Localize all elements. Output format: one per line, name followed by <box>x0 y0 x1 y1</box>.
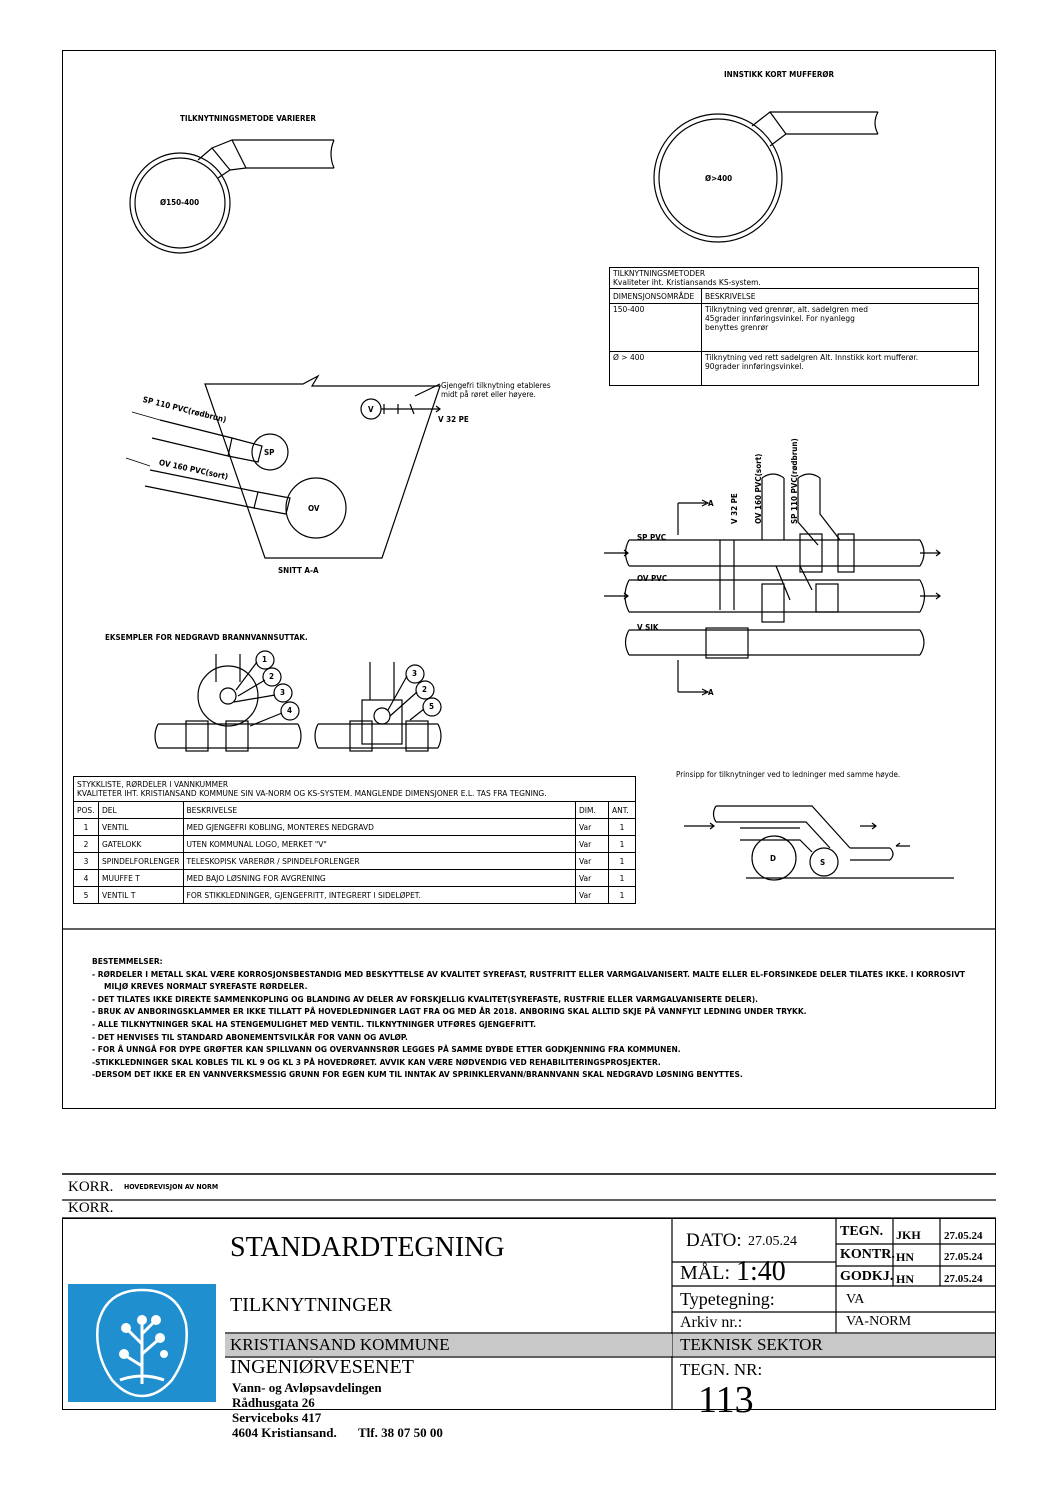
callout-1: 1 <box>262 655 268 664</box>
parts-header: POS. <box>74 802 99 819</box>
godkj-date: 27.05.24 <box>944 1273 983 1285</box>
arkiv-label: Arkiv nr.: <box>680 1314 743 1331</box>
d-circle-label: D <box>770 854 776 863</box>
korr-label-2: KORR. <box>68 1200 114 1216</box>
table-row: 2 GATELOKK UTEN KOMMUNAL LOGO, MERKET "V" Var 1 <box>74 836 636 853</box>
v32pe-label: V 32 PE <box>438 415 469 424</box>
maal-value: 1:40 <box>736 1256 786 1287</box>
notes-line: MILJØ KREVES NORMALT SYREFASTE RØRDELER. <box>104 982 308 992</box>
notes-line: - DET TILATES IKKE DIREKTE SAMMENKOPLING OG BLANDING AV DELER AV FORSKJELLIG KVALITET(SYREFASTE, RUSTFRIE ELLER VARMGALVANISERTE DELER). <box>92 994 759 1004</box>
subject-title: TILKNYTNINGER <box>230 1294 393 1316</box>
parts-table-title: STYKKLISTE, RØRDELER I VANNKUMMER KVALITETER IHT. KRISTIANSAND KOMMUNE SIN VA-NORM OG KS-SYSTEM. MANGLENDE DIMENSJONER E.L. TAS FRA TEGNING. <box>74 777 636 802</box>
maal-label: MÅL: <box>680 1262 730 1284</box>
callout-3b: 3 <box>412 669 418 678</box>
tegn-date: 27.05.24 <box>944 1230 983 1242</box>
logo-tree-icon <box>68 1284 216 1402</box>
godkj-label: GODKJ. <box>840 1269 894 1284</box>
notes-line: -DERSOM DET IKKE ER EN VANNVERKSMESSIG GRUNN FOR EGEN KUM TIL INNTAK AV SPRINKLERVANN/BRANNVANN SKAL NEDGRAVD LØSNING BENYTTES. <box>92 1070 743 1080</box>
diameter-large-label: Ø>400 <box>705 174 733 183</box>
address-line-4: 4604 Kristiansand. <box>232 1425 337 1440</box>
ov160-vertical-label: OV 160 PVC(sort) <box>754 453 763 524</box>
v32pe-vertical-label: V 32 PE <box>730 493 739 524</box>
method-varies-label: TILKNYTNINGSMETODE VARIERER <box>180 114 316 123</box>
tegn-nr-value: 113 <box>698 1379 754 1421</box>
table-row: 3 SPINDELFORLENGER TELESKOPISK VARERØR / SPINDELFORLENGER Var 1 <box>74 853 636 870</box>
kontr-label: KONTR. <box>840 1247 895 1262</box>
sp-pvc-label: SP PVC <box>637 533 667 542</box>
threaded-note-line-1: Gjengefri tilknytning etableres <box>441 381 551 390</box>
address-line-3: Serviceboks 417 <box>232 1410 322 1425</box>
kristiansand-logo <box>68 1284 216 1402</box>
methods-header-desc: BESKRIVELSE <box>702 289 979 304</box>
parts-header: DIM. <box>576 802 609 819</box>
table-row: 1 VENTIL MED GJENGEFRI KOBLING, MONTERES NEDGRAVD Var 1 <box>74 819 636 836</box>
table-row: 5 VENTIL T FOR STIKKLEDNINGER, GJENGEFRITT, INTEGRERT I SIDELØPET. Var 1 <box>74 887 636 904</box>
standard-title: STANDARDTEGNING <box>230 1232 505 1263</box>
parts-header: ANT. <box>609 802 636 819</box>
tegn-nr-label: TEGN. NR: <box>680 1360 763 1379</box>
phone-number: Tlf. 38 07 50 00 <box>358 1425 443 1440</box>
notes-line: - FOR Å UNNGÅ FOR DYPE GRØFTER KAN SPILLVANN OG OVERVANNSRØR LEGGES PÅ SAMME DYBDE ETTER GODKJENNING FRA KOMMUNEN. <box>92 1045 681 1055</box>
korr-revision: HOVEDREVISJON AV NORM <box>124 1183 219 1191</box>
callout-2: 2 <box>269 672 275 681</box>
notes-line: - DET HENVISES TIL STANDARD ABONEMENTSVILKÅR FOR VANN OG AVLØP. <box>92 1032 408 1042</box>
parts-header: BESKRIVELSE <box>183 802 575 819</box>
dato-value: 27.05.24 <box>748 1234 797 1249</box>
dato-label: DATO: <box>686 1230 742 1251</box>
ov-circle-label: OV <box>308 504 320 513</box>
section-mark-a-bottom: A <box>708 688 714 697</box>
arkiv-value: VA-NORM <box>846 1314 912 1329</box>
callout-2b: 2 <box>422 685 428 694</box>
sp110-label: SP 110 PVC(rødbrun) <box>141 395 228 425</box>
ov160-label: OV 160 PVC(sort) <box>158 458 229 482</box>
table-row: 4 MUUFFE T MED BAJO LØSNING FOR AVGRENING Var 1 <box>74 870 636 887</box>
notes-line: - RØRDELER I METALL SKAL VÆRE KORROSJONSBESTANDIG MED BESKYTTELSE AV KVALITET SYREFAST, RUSTFRITT ELLER VARMGALVANISERT. MALTE ELLER EL-FORSINKEDE DELER TILATES IKKE. I KORROSIVT <box>92 969 965 979</box>
typetegning-label: Typetegning: <box>680 1289 775 1309</box>
insert-title-label: INNSTIKK KORT MUFFERØR <box>724 70 835 79</box>
notes-line: -STIKKLEDNINGER SKAL KOBLES TIL KL 9 OG KL 3 PÅ HOVEDRØRET. AVVIK KAN VÆRE NØDVENDIG VED REHABILITERINGSPROSJEKTER. <box>92 1057 661 1067</box>
kontr-date: 27.05.24 <box>944 1251 983 1263</box>
s-circle-label: S <box>820 858 826 867</box>
methods-row-range: Ø > 400 <box>610 352 702 386</box>
diameter-small-label: Ø150-400 <box>160 198 200 207</box>
threaded-note-line-2: midt på røret eller høyere. <box>441 390 536 399</box>
department-name: INGENIØRVESENET <box>230 1356 414 1378</box>
sector-name: TEKNISK SEKTOR <box>680 1335 823 1354</box>
methods-table-title: TILKNYTNINGSMETODER Kvaliteter iht. Kristiansands KS-system. <box>610 268 979 289</box>
notes-line: - BRUK AV ANBORINGSKLAMMER ER IKKE TILLATT PÅ HOVEDLEDNINGER LAGT FRA OG MED ÅR 2018. ANBORING SKAL ALLTID SKJE PÅ VANNFYLT LEDNING UNDER TRYKK. <box>92 1007 807 1017</box>
notes-line: - ALLE TILKNYTNINGER SKAL HA STENGEMULIGHET MED VENTIL. TILKNYTNINGER UTFØRES GJENGEFRITT. <box>92 1019 537 1029</box>
notes-line: BESTEMMELSER: <box>92 957 163 966</box>
typetegning-value: VA <box>846 1292 865 1307</box>
sp-circle-label: SP <box>264 448 275 457</box>
examples-title: EKSEMPLER FOR NEDGRAVD BRANNVANNSUTTAK. <box>105 633 308 642</box>
methods-row-range: 150-400 <box>610 304 702 352</box>
kontr-by: HN <box>896 1250 914 1264</box>
ov-pvc-label: OV PVC <box>637 574 668 583</box>
v-sik-label: V SIK <box>637 623 659 632</box>
principle-label: Prinsipp for tilknytninger ved to ledninger med samme høyde. <box>676 770 901 779</box>
parts-header: DEL <box>99 802 184 819</box>
methods-header-range: DIMENSJONSOMRÅDE <box>610 289 702 304</box>
methods-row-desc: Tilknytning ved grenrør, alt. sadelgren med 45grader innføringsvinkel. For nyanlegg benyttes grenrør <box>702 304 979 352</box>
address-line-2: Rådhusgata 26 <box>232 1395 315 1410</box>
callout-5: 5 <box>429 702 435 711</box>
callout-3: 3 <box>280 688 286 697</box>
methods-row-desc: Tilknytning ved rett sadelgren Alt. Innstikk kort mufferør. 90grader innføringsvinkel. <box>702 352 979 386</box>
section-label: SNITT A-A <box>278 566 319 575</box>
callout-4: 4 <box>287 706 293 715</box>
municipality-name: KRISTIANSAND KOMMUNE <box>230 1335 450 1354</box>
valve-circle-label: V <box>368 405 374 414</box>
godkj-by: HN <box>896 1272 914 1286</box>
sp110-vertical-label: SP 110 PVC(rødbrun) <box>790 438 799 524</box>
tegn-by: JKH <box>896 1228 921 1242</box>
section-mark-a-top: A <box>708 499 714 508</box>
tegn-label: TEGN. <box>840 1224 884 1239</box>
korr-label-1: KORR. <box>68 1179 114 1195</box>
address-line-1: Vann- og Avløpsavdelingen <box>232 1380 382 1395</box>
